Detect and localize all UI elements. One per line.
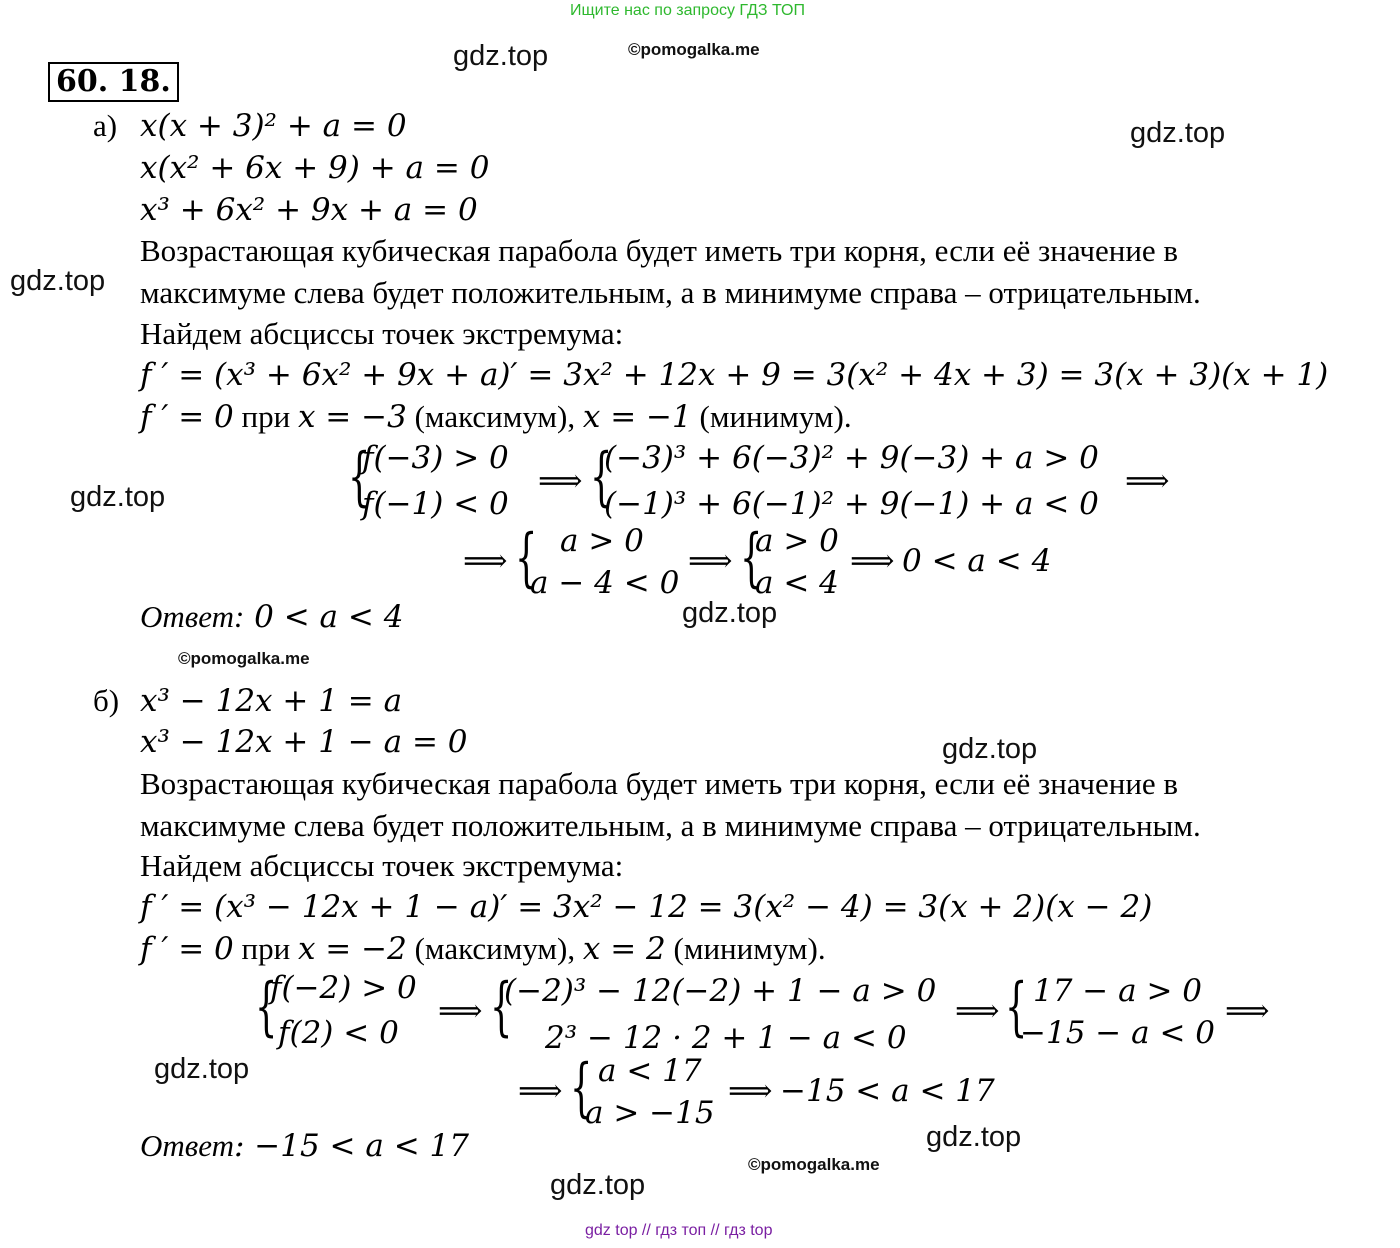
brace-icon: { [1005, 970, 1028, 1044]
gdz-watermark: gdz.top [1130, 117, 1226, 149]
bottom-banner[interactable]: gdz top // гдз топ // гдз top [585, 1222, 773, 1239]
part-b-text: Найдем абсциссы точек экстремума: [140, 848, 624, 883]
system-line: (−1)³ + 6(−1)² + 9(−1) + a < 0 [604, 486, 1099, 522]
system-line: a < 17 [598, 1053, 702, 1089]
part-a-text: Возрастающая кубическая парабола будет иметь три корня, если её значение в [140, 233, 1179, 268]
implies-arrow: ⟹ [463, 543, 508, 579]
part-a-zero: f ′ = 0 при x = −3 (максимум), x = −1 (минимум). [140, 399, 852, 435]
system-line: 17 − a > 0 [1033, 973, 1203, 1009]
system-line: a − 4 < 0 [530, 565, 680, 601]
part-b-answer: Ответ: −15 < a < 17 [140, 1128, 469, 1164]
top-banner[interactable]: Ищите нас по запросу ГДЗ ТОП [570, 2, 805, 19]
implies-arrow: ⟹ [728, 1073, 773, 1109]
system-line: a > 0 [755, 523, 839, 559]
implies-arrow: ⟹ [688, 543, 733, 579]
system-line: f(−1) < 0 [362, 486, 509, 522]
problem-number: 60. 18. [48, 62, 179, 102]
implies-arrow: ⟹ [1125, 463, 1170, 499]
implies-arrow: ⟹ [518, 1073, 563, 1109]
part-a-line: x(x² + 6x + 9) + a = 0 [140, 150, 490, 186]
implies-arrow: ⟹ [850, 543, 895, 579]
gdz-watermark: gdz.top [453, 40, 549, 72]
part-a-derivative: f ′ = (x³ + 6x² + 9x + a)′ = 3x² + 12x + 9 = 3(x² + 4x + 3) = 3(x + 3)(x + 1) [140, 357, 1329, 393]
implies-arrow: ⟹ [955, 993, 1000, 1029]
implies-arrow: ⟹ [538, 463, 583, 499]
implies-arrow: ⟹ [1225, 993, 1270, 1029]
system-line: f(2) < 0 [278, 1015, 399, 1051]
brace-icon: { [348, 440, 371, 514]
system-line: −15 − a < 0 [1020, 1015, 1215, 1051]
system-line: a > 0 [560, 523, 644, 559]
system-line: f(−3) > 0 [362, 440, 509, 476]
part-b-text: Возрастающая кубическая парабола будет иметь три корня, если её значение в [140, 766, 1179, 801]
part-a-line: x³ + 6x² + 9x + a = 0 [140, 192, 478, 228]
system-line: f(−2) > 0 [270, 970, 417, 1006]
system-line: (−3)³ + 6(−3)² + 9(−3) + a > 0 [604, 440, 1099, 476]
system-line: a < 4 [755, 565, 839, 601]
part-b-result: −15 < a < 17 [780, 1073, 995, 1109]
part-b-text: максимуме слева будет положительным, а в минимуме справа – отрицательным. [140, 808, 1201, 843]
part-a-line: x(x + 3)² + a = 0 [140, 108, 407, 144]
part-a-result: 0 < a < 4 [902, 543, 1052, 579]
part-a-text: максимуме слева будет положительным, а в минимуме справа – отрицательным. [140, 275, 1201, 310]
part-a-answer: Ответ: 0 < a < 4 [140, 599, 404, 635]
part-a-label: а) [93, 108, 118, 143]
implies-arrow: ⟹ [438, 993, 483, 1029]
part-b-label: б) [93, 683, 120, 718]
part-b-line: x³ − 12x + 1 = a [140, 683, 403, 719]
gdz-watermark: gdz.top [926, 1121, 1022, 1153]
brace-icon: { [255, 970, 278, 1044]
brace-icon: { [490, 970, 513, 1044]
part-a-text: Найдем абсциссы точек экстремума: [140, 316, 624, 351]
pomogalka-watermark: ©pomogalka.me [628, 40, 760, 59]
part-b-line: x³ − 12x + 1 − a = 0 [140, 724, 468, 760]
gdz-watermark: gdz.top [70, 481, 166, 513]
brace-icon: { [570, 1051, 593, 1125]
system-line: 2³ − 12 · 2 + 1 − a < 0 [545, 1020, 907, 1056]
pomogalka-watermark: ©pomogalka.me [748, 1155, 880, 1174]
part-b-derivative: f ′ = (x³ − 12x + 1 − a)′ = 3x² − 12 = 3(x² − 4) = 3(x + 2)(x − 2) [140, 889, 1153, 925]
brace-icon: { [740, 521, 763, 595]
gdz-watermark: gdz.top [682, 597, 778, 629]
gdz-watermark: gdz.top [550, 1169, 646, 1201]
gdz-watermark: gdz.top [154, 1053, 250, 1085]
brace-icon: { [590, 440, 613, 514]
part-b-zero: f ′ = 0 при x = −2 (максимум), x = 2 (минимум). [140, 931, 826, 967]
gdz-watermark: gdz.top [10, 265, 106, 297]
system-line: a > −15 [585, 1095, 715, 1131]
brace-icon: { [515, 521, 538, 595]
pomogalka-watermark: ©pomogalka.me [178, 649, 310, 668]
gdz-watermark: gdz.top [942, 733, 1038, 765]
system-line: (−2)³ − 12(−2) + 1 − a > 0 [504, 973, 937, 1009]
